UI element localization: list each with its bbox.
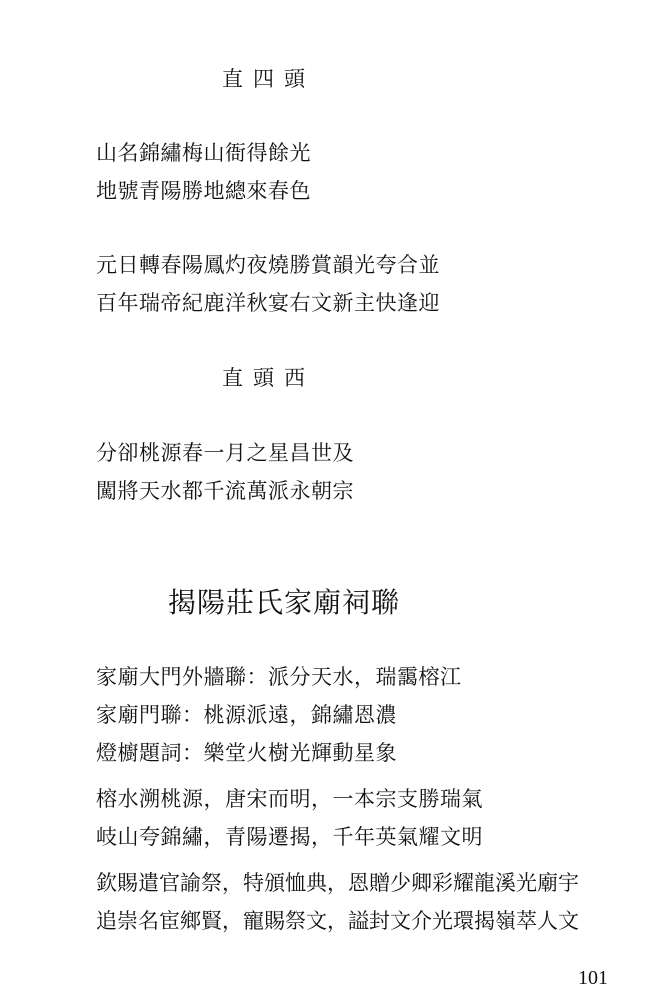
couplet-line: 燈櫥題詞：樂堂火樹光輝動星象 [96, 741, 397, 765]
couplet-line: 分卻桃源春一月之星昌世及 [96, 441, 354, 465]
couplet-line: 百年瑞帝紀鹿洋秋宴右文新主快逢迎 [96, 291, 440, 315]
couplet-line: 家廟大門外牆聯：派分天水，瑞靄榕江 [96, 665, 462, 689]
couplet-line: 岐山夸錦繡，青陽遷揭，千年英氣耀文明 [96, 825, 483, 849]
couplet-line: 家廟門聯：桃源派遠，錦繡恩濃 [96, 703, 397, 727]
section-heading-1: 直四頭 [222, 67, 315, 91]
couplet-line: 地號青陽勝地總來春色 [96, 179, 311, 203]
section-title: 揭陽莊氏家廟祠聯 [168, 586, 401, 619]
page-number: 101 [578, 967, 608, 989]
couplet-line: 元日轉春陽鳳灼夜燒勝賞韻光夸合並 [96, 253, 440, 277]
couplet-line: 山名錦繡梅山衙得餘光 [96, 141, 311, 165]
couplet-line: 追崇名宦鄉賢，寵賜祭文，謚封文介光環揭嶺萃人文 [96, 909, 579, 933]
section-heading-2: 直頭西 [222, 366, 315, 390]
couplet-line: 欽賜遣官諭祭，特頒恤典，恩贈少卿彩耀龍溪光廟宇 [96, 871, 579, 895]
couplet-line: 榕水溯桃源，唐宋而明，一本宗支勝瑞氣 [96, 787, 483, 811]
couplet-line: 闖將天水都千流萬派永朝宗 [96, 479, 354, 503]
